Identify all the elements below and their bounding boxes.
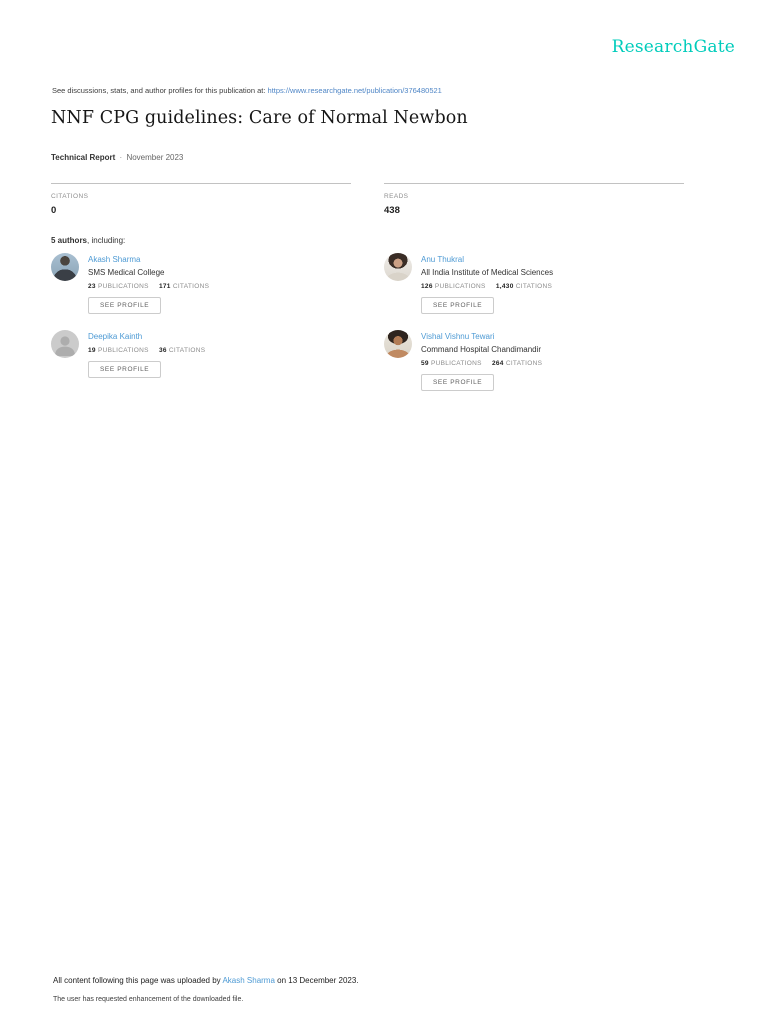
page-title: NNF CPG guidelines: Care of Normal Newbon — [51, 108, 468, 128]
author-stats — [88, 283, 209, 290]
citations-count: 1,430 — [495, 283, 514, 290]
citations-count: 171 — [158, 283, 171, 290]
upload-notice-prefix: All content following this page was uploaded by — [53, 976, 223, 985]
reads-stat-block — [384, 183, 684, 216]
enhancement-notice: The user has requested enhancement of the downloaded file. — [53, 996, 244, 1003]
authors-count: 5 authors — [51, 236, 88, 245]
author-info — [88, 330, 205, 378]
author-name-link[interactable]: Vishal Vishnu Tewari — [421, 332, 495, 341]
citations-stat-block — [51, 183, 351, 216]
publication-meta — [51, 153, 183, 162]
see-profile-button[interactable]: SEE PROFILE — [421, 374, 494, 391]
publications-count: 19 — [88, 347, 96, 354]
author-name-link[interactable]: Deepika Kainth — [88, 332, 143, 341]
citations-label: CITATIONS — [51, 193, 89, 200]
author-stats — [421, 283, 553, 290]
header-discussion-line — [52, 86, 442, 95]
publications-count: 126 — [421, 283, 433, 290]
person-placeholder-icon — [51, 330, 79, 358]
author-stats — [88, 347, 205, 354]
publications-label: PUBLICATIONS — [430, 360, 482, 367]
authors-heading — [51, 236, 125, 245]
author-card — [51, 330, 351, 378]
author-info — [421, 330, 542, 391]
author-card — [384, 253, 684, 314]
author-institution: SMS Medical College — [88, 268, 165, 277]
author-institution: All India Institute of Medical Sciences — [421, 268, 554, 277]
author-avatar[interactable] — [51, 253, 79, 281]
publications-label: PUBLICATIONS — [97, 283, 149, 290]
authors-heading-rest: , including: — [87, 236, 126, 245]
publication-type: Technical Report — [51, 153, 116, 162]
author-card — [384, 330, 684, 391]
author-avatar[interactable] — [51, 330, 79, 358]
citations-label: CITATIONS — [505, 360, 543, 367]
publications-count: 23 — [88, 283, 96, 290]
author-institution: Command Hospital Chandimandir — [421, 345, 542, 354]
researchgate-logo: ResearchGate — [611, 37, 735, 57]
publication-date: November 2023 — [126, 153, 184, 162]
author-card — [51, 253, 351, 314]
publications-label: PUBLICATIONS — [97, 347, 149, 354]
citations-label: CITATIONS — [172, 283, 210, 290]
see-profile-button[interactable]: SEE PROFILE — [88, 297, 161, 314]
author-stats — [421, 360, 542, 367]
publications-count: 59 — [421, 360, 429, 367]
citations-count: 36 — [158, 347, 167, 354]
author-name-link[interactable]: Akash Sharma — [88, 255, 141, 264]
header-discussion-text: See discussions, stats, and author profiles for this publication at: — [52, 86, 268, 95]
citations-label: CITATIONS — [168, 347, 206, 354]
author-avatar[interactable] — [384, 253, 412, 281]
citations-count: 264 — [491, 360, 504, 367]
reads-label: READS — [384, 193, 409, 200]
see-profile-button[interactable]: SEE PROFILE — [421, 297, 494, 314]
upload-notice — [53, 976, 359, 985]
author-info — [421, 253, 553, 314]
upload-notice-suffix: on 13 December 2023. — [274, 976, 359, 985]
publication-url-link[interactable]: https://www.researchgate.net/publication/376480521 — [267, 86, 442, 95]
meta-separator: · — [119, 153, 123, 162]
citations-value: 0 — [51, 205, 57, 216]
author-avatar[interactable] — [384, 330, 412, 358]
publications-label: PUBLICATIONS — [434, 283, 486, 290]
author-info — [88, 253, 209, 314]
author-name-link[interactable]: Anu Thukral — [421, 255, 464, 264]
reads-value: 438 — [384, 205, 400, 216]
citations-label: CITATIONS — [515, 283, 553, 290]
uploader-link[interactable]: Akash Sharma — [222, 976, 275, 985]
see-profile-button[interactable]: SEE PROFILE — [88, 361, 161, 378]
